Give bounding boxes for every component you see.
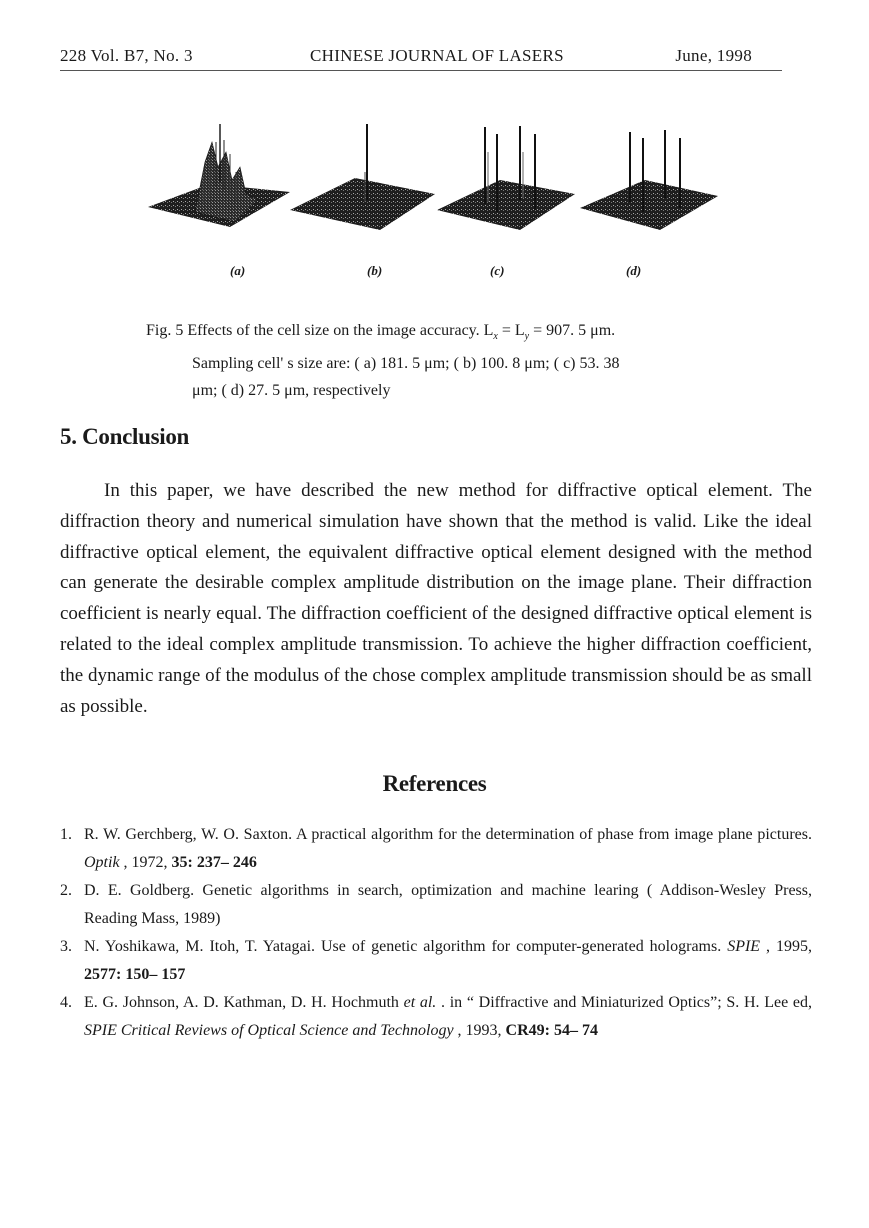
figure-5 — [140, 112, 730, 287]
surface-plot-a — [148, 124, 290, 227]
conclusion-body — [60, 476, 812, 722]
caption-line-1: Fig. 5 Effects of the cell size on the image accuracy. $L_x = L_y = 907$. 5 μm. — [146, 322, 616, 343]
reference-item: 2. D. E. Goldberg. Genetic algorithms in search, optimization and machine learing ( Addison-Wesley Press, Reading Mass, 1989) — [60, 882, 812, 927]
panel-label-c: (c) — [490, 263, 505, 278]
panel-label-a: (a) — [230, 263, 246, 278]
caption-line-3: μm; ( d) 27. 5 μm, respectively — [192, 382, 391, 400]
reference-item: 1. R. W. Gerchberg, W. O. Saxton. A practical algorithm for the determination of phase from image plane pictures. Optik , 1972, 35: 237– 246 — [60, 826, 812, 871]
header-volume-info: 228 Vol. B7, No. 3 — [60, 46, 193, 65]
running-header — [60, 44, 782, 71]
panel-label-d: (d) — [626, 263, 642, 278]
reference-item: 3. N. Yoshikawa, M. Itoh, T. Yatagai. Use of genetic algorithm for computer-generated holograms. SPIE , 1995, 2577: 150– 157 — [60, 938, 813, 983]
surface-plot-c — [437, 126, 575, 230]
surface-plot-d — [580, 130, 718, 230]
reference-item: 4. E. G. Johnson, A. D. Kathman, D. H. Hochmuth et al. . in “ Diffractive and Miniaturized Optics”; S. H. Lee ed, SPIE Critical Reviews of Optical Science and Technology , 1993, CR49: 54– 74 — [60, 994, 813, 1039]
header-journal-title: CHINESE JOURNAL OF LASERS — [310, 46, 564, 65]
surface-plot-b — [290, 124, 435, 230]
panel-label-b: (b) — [367, 263, 383, 278]
header-date: June, 1998 — [675, 46, 752, 65]
references-list — [60, 821, 812, 1045]
figure-caption — [146, 317, 756, 404]
section-heading-conclusion: 5. Conclusion — [60, 424, 190, 449]
conclusion-paragraph: In this paper, we have described the new method for diffractive optical element. The diffraction theory and numerical simulation have shown that the method is valid. Like the ideal diffractive optical element, the equivalent diffractive optical element designed with the method can generate the desirable complex amplitude distribution on the image plane. Their diffraction coefficient is nearly equal. The diffraction coefficient of the designed diffractive optical element is related to the ideal complex amplitude transmission. To achieve the higher diffraction coefficient, the dynamic range of the modulus of the chose complex amplitude transmission should be as small as possible. — [60, 480, 812, 717]
caption-line-2: Sampling cell' s size are: ( a) 181. 5 μm; ( b) 100. 8 μm; ( c) 53. 38 — [192, 355, 620, 373]
references-heading: References — [382, 771, 487, 796]
figure-3d-plots — [140, 112, 730, 262]
